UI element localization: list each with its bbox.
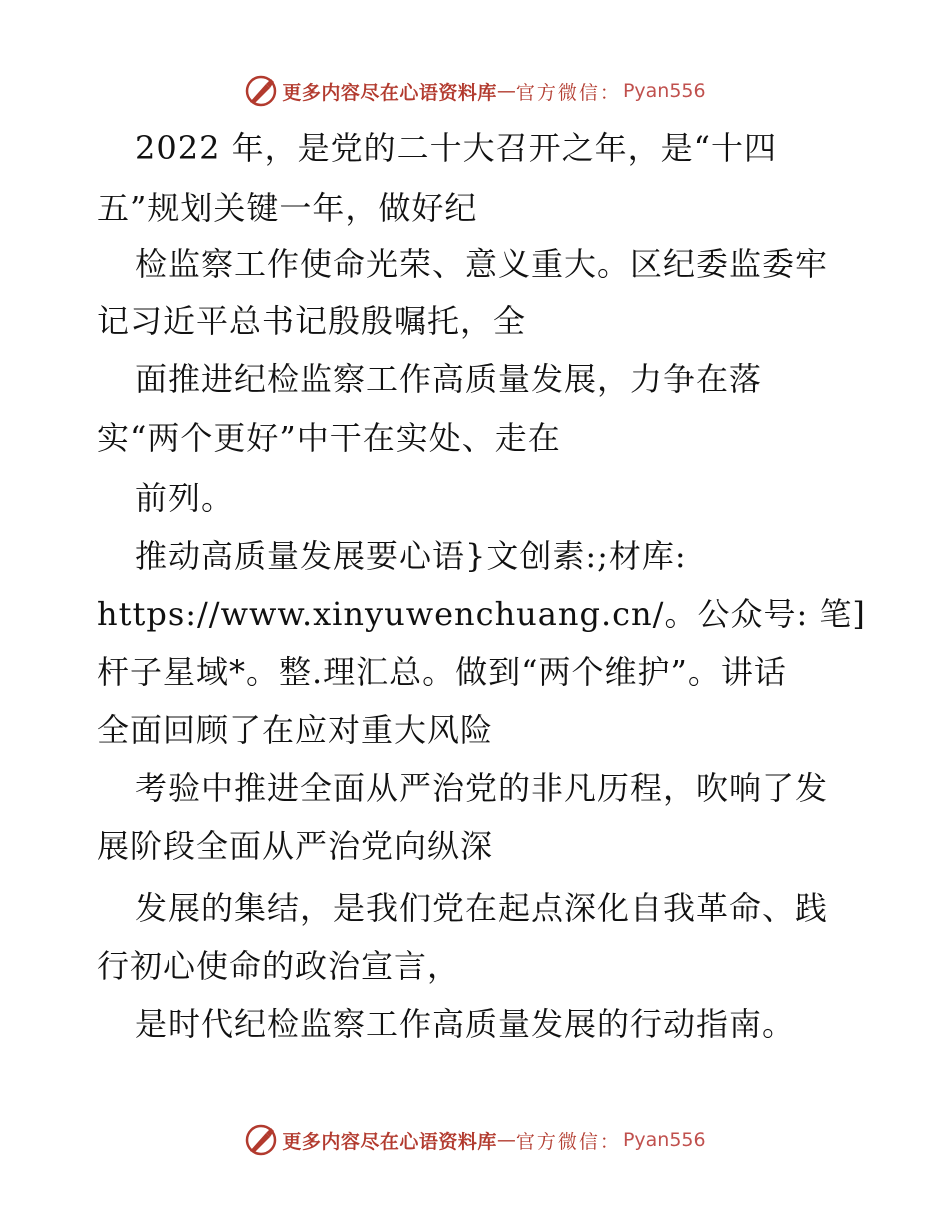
text-line: 行初心使命的政治宣言， [97, 947, 461, 985]
text-line: 全面回顾了在应对重大风险 [97, 711, 494, 749]
text-line: 检监察工作使命光荣、意义重大。区纪委监委牢 [135, 245, 829, 283]
watermark-wechat-id: Pyan556 [622, 80, 706, 102]
watermark-dash: — [496, 80, 516, 102]
text-line: 实“两个更好”中干在实处、走在 [97, 419, 561, 457]
watermark-main-text: 更多内容尽在心语资料库 [282, 81, 497, 104]
watermark-wechat-id: Pyan556 [622, 1129, 706, 1151]
text-line: https://www.xinyuwenchuang.cn/。公众号: 笔] [97, 595, 866, 633]
watermark-footer [0, 1120, 950, 1160]
text-line: 发展的集结，是我们党在起点深化自我革命、践 [135, 889, 829, 927]
text-line: 五”规划关键一年，做好纪 [97, 189, 478, 227]
text-line: 面推进纪检监察工作高质量发展，力争在落 [135, 360, 763, 398]
text-line: 2022 年，是党的二十大召开之年，是“十四 [135, 129, 777, 167]
pen-logo-icon [244, 1123, 278, 1157]
pen-logo-icon [244, 74, 278, 108]
text-line: 推动高质量发展要心语}文创素:;材库: [135, 537, 687, 575]
watermark-wechat-label: 官方微信： [515, 81, 621, 104]
watermark-main-text: 更多内容尽在心语资料库 [282, 1130, 497, 1153]
text-line: 记习近平总书记殷殷嘱托，全 [97, 302, 527, 340]
watermark-dash: — [496, 1129, 516, 1151]
text-line: 前列。 [135, 479, 235, 517]
text-line: 展阶段全面从严治党向纵深 [97, 827, 494, 865]
text-line: 考验中推进全面从严治党的非凡历程，吹响了发 [135, 769, 829, 807]
text-line: 是时代纪检监察工作高质量发展的行动指南。 [135, 1005, 796, 1043]
text-line: 杆子星域*。整.理汇总。做到“两个维护”。讲话 [97, 653, 787, 691]
watermark-wechat-label: 官方微信： [515, 1130, 621, 1153]
watermark-header [0, 71, 950, 111]
